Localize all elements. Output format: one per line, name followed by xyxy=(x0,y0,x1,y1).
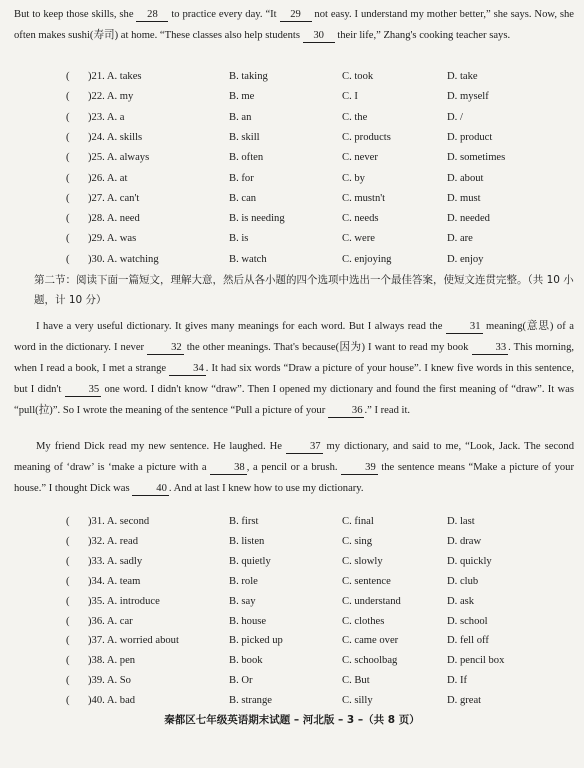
blank-38: 38 xyxy=(210,462,247,475)
option-d: D. enjoy xyxy=(447,253,484,265)
question-row xyxy=(0,250,584,270)
answer-paren: ( xyxy=(66,635,70,647)
question-row xyxy=(0,189,584,209)
passage-text: , a pencil or a brush. xyxy=(246,462,342,473)
question-row xyxy=(0,87,584,107)
option-a: )23. A. a xyxy=(88,111,125,123)
option-c: C. final xyxy=(342,516,374,527)
passage-text: .” I read it. xyxy=(364,405,411,416)
option-b: B. picked up xyxy=(229,635,283,647)
answer-paren: ( xyxy=(66,695,70,707)
option-c: C. mustn't xyxy=(342,192,386,204)
option-b: B. quietly xyxy=(229,555,271,567)
option-a: )27. A. can't xyxy=(88,192,140,204)
question-row xyxy=(0,532,584,552)
passage-text: meaning(意思) of a word in the dictionary. I never xyxy=(14,321,574,353)
option-c: C. came over xyxy=(342,635,399,647)
option-c: C. slowly xyxy=(342,555,383,567)
option-c: C. needs xyxy=(342,213,379,225)
option-a: )30. A. watching xyxy=(88,253,159,265)
option-d: D. last xyxy=(447,516,475,527)
answer-paren: ( xyxy=(66,615,70,627)
option-a: )29. A. was xyxy=(88,233,137,245)
question-row xyxy=(0,612,584,632)
option-a: )38. A. pen xyxy=(88,655,136,667)
option-d: D. must xyxy=(447,192,481,204)
passage1-tail xyxy=(14,4,574,46)
option-b: B. watch xyxy=(229,253,267,265)
passage-text: . It had six words “Draw a picture of your house”. I knew five words in this sentence, but I didn't xyxy=(14,363,574,395)
passage-text: their life,” Zhang's cooking teacher says. xyxy=(334,30,511,41)
option-d: D. quickly xyxy=(447,555,492,567)
answer-paren: ( xyxy=(66,655,70,667)
blank-34: 34 xyxy=(169,363,206,376)
passage-text: the sentence means “Make a picture of your house.” I thought Dick was xyxy=(14,462,574,494)
answer-paren: ( xyxy=(66,535,70,547)
question-row xyxy=(0,169,584,189)
option-a: )39. A. So xyxy=(88,675,131,687)
option-a: )37. A. worried about xyxy=(88,635,179,647)
option-d: D. ask xyxy=(447,595,475,607)
option-a: )40. A. bad xyxy=(88,695,136,707)
passage-text: . And at last I knew how to use my dictionary. xyxy=(168,483,364,494)
option-c: C. I xyxy=(342,91,358,103)
option-a: )32. A. read xyxy=(88,535,139,547)
question-row xyxy=(0,572,584,592)
answer-paren: ( xyxy=(66,233,70,245)
answer-paren: ( xyxy=(66,213,70,225)
option-c: C. took xyxy=(342,71,374,82)
option-c: C. silly xyxy=(342,695,373,707)
option-d: D. are xyxy=(447,233,473,245)
option-c: C. enjoying xyxy=(342,253,392,265)
option-b: B. an xyxy=(229,111,252,123)
blank-35: 35 xyxy=(65,384,102,397)
answer-paren: ( xyxy=(66,675,70,687)
passage-text: one word. I didn't know “draw”. Then I opened my dictionary and found the first meaning of “draw”. It was “pull(拉)”. So I wrote the meaning of the sentence “Pull a picture of your xyxy=(14,384,574,416)
option-d: D. draw xyxy=(447,535,482,547)
page-footer: 秦都区七年级英语期末试题 – 河北版 – 3 –（共 8 页） xyxy=(164,714,420,726)
answer-paren: ( xyxy=(66,71,70,82)
answer-paren: ( xyxy=(66,152,70,164)
passage-text: My friend Dick read my new sentence. He laughed. He xyxy=(36,441,286,452)
option-b: B. taking xyxy=(229,71,268,82)
option-b: B. me xyxy=(229,91,255,103)
question-row xyxy=(0,631,584,651)
passage-text: my dictionary, and said to me, “Look, Jack. The second meaning of ‘draw’ is ‘make a picture with a xyxy=(14,441,574,473)
answer-paren: ( xyxy=(66,111,70,123)
question-row xyxy=(0,209,584,229)
question-row xyxy=(0,229,584,249)
blank-40: 40 xyxy=(132,483,169,496)
option-b: B. can xyxy=(229,192,257,204)
option-d: D. club xyxy=(447,575,479,587)
blank-33: 33 xyxy=(472,342,509,355)
question-row xyxy=(0,592,584,612)
answer-paren: ( xyxy=(66,192,70,204)
answer-paren: ( xyxy=(66,172,70,184)
option-b: B. role xyxy=(229,575,258,587)
option-c: C. by xyxy=(342,172,365,184)
passage-text: But to keep those skills, she xyxy=(14,9,137,20)
blank-29: 29 xyxy=(280,9,312,22)
option-b: B. say xyxy=(229,595,256,607)
question-row xyxy=(0,108,584,128)
option-a: )24. A. skills xyxy=(88,131,143,143)
option-c: C. sing xyxy=(342,535,373,547)
option-a: )22. A. my xyxy=(88,91,134,103)
option-a: )26. A. at xyxy=(88,172,128,184)
option-a: )36. A. car xyxy=(88,615,133,627)
option-d: D. sometimes xyxy=(447,152,506,164)
question-row xyxy=(0,67,584,87)
option-c: C. clothes xyxy=(342,615,385,627)
option-d: D. school xyxy=(447,615,488,627)
option-d: D. pencil box xyxy=(447,655,505,667)
option-a: )25. A. always xyxy=(88,152,150,164)
option-b: B. strange xyxy=(229,695,272,707)
blank-37: 37 xyxy=(286,441,323,454)
blank-36: 36 xyxy=(328,405,365,418)
option-d: D. great xyxy=(447,695,482,707)
question-row xyxy=(0,691,584,711)
option-b: B. first xyxy=(229,516,259,527)
option-a: )31. A. second xyxy=(88,516,150,527)
passage-text: to practice every day. “It xyxy=(168,9,280,20)
question-row xyxy=(0,651,584,671)
option-d: D. about xyxy=(447,172,484,184)
passage2-para1 xyxy=(14,316,574,421)
option-b: B. is needing xyxy=(229,213,285,225)
option-d: D. needed xyxy=(447,213,490,225)
option-b: B. listen xyxy=(229,535,265,547)
option-c: C. schoolbag xyxy=(342,655,398,667)
answer-paren: ( xyxy=(66,516,70,527)
passage-text: . This morning, when I read a book, I met a strange xyxy=(14,342,575,374)
answer-paren: ( xyxy=(66,131,70,143)
blank-28: 28 xyxy=(136,9,168,22)
passage2-para2 xyxy=(14,436,574,499)
option-d: D. take xyxy=(447,71,478,82)
option-c: C. sentence xyxy=(342,575,391,587)
answer-paren: ( xyxy=(66,91,70,103)
option-d: D. / xyxy=(447,111,463,123)
blank-32: 32 xyxy=(147,342,184,355)
option-a: )34. A. team xyxy=(88,575,141,587)
option-a: )21. A. takes xyxy=(88,71,142,82)
option-c: C. were xyxy=(342,233,375,245)
question-row xyxy=(0,512,584,532)
option-d: D. myself xyxy=(447,91,489,103)
option-d: D. product xyxy=(447,131,493,143)
option-b: B. for xyxy=(229,172,254,184)
option-d: D. fell off xyxy=(447,635,489,647)
answer-paren: ( xyxy=(66,555,70,567)
option-a: )35. A. introduce xyxy=(88,595,160,607)
question-row xyxy=(0,671,584,691)
question-row xyxy=(0,552,584,572)
option-b: B. Or xyxy=(229,675,253,687)
option-b: B. is xyxy=(229,233,249,245)
answer-paren: ( xyxy=(66,595,70,607)
option-a: )28. A. need xyxy=(88,213,140,225)
option-c: C. But xyxy=(342,675,370,687)
question-row xyxy=(0,128,584,148)
option-b: B. house xyxy=(229,615,267,627)
option-b: B. often xyxy=(229,152,264,164)
section-title: 第二节：阅读下面一篇短文，理解大意，然后从各小题的四个选项中选出一个最佳答案，使短文连贯完整。（共 10 小题，计 10 分） xyxy=(34,274,574,306)
passage-text: the other meanings. That's because(因为) I want to read my book xyxy=(183,342,472,353)
question-row xyxy=(0,148,584,168)
passage-text: I have a very useful dictionary. It gives many meanings for each word. But I always read the xyxy=(36,321,446,332)
blank-30: 30 xyxy=(303,30,335,43)
answer-paren: ( xyxy=(66,575,70,587)
option-d: D. If xyxy=(447,675,468,687)
answer-paren: ( xyxy=(66,253,70,265)
option-c: C. never xyxy=(342,152,378,164)
option-c: C. understand xyxy=(342,595,401,607)
blank-39: 39 xyxy=(341,462,378,475)
option-b: B. book xyxy=(229,655,263,667)
option-c: C. the xyxy=(342,111,368,123)
option-c: C. products xyxy=(342,131,391,143)
option-b: B. skill xyxy=(229,131,260,143)
option-a: )33. A. sadly xyxy=(88,555,143,567)
passage-text: not easy. I understand my mother better,” she says. Now, she often makes sushi(寿司) at home. “These classes also help students xyxy=(14,9,574,41)
blank-31: 31 xyxy=(446,321,483,334)
